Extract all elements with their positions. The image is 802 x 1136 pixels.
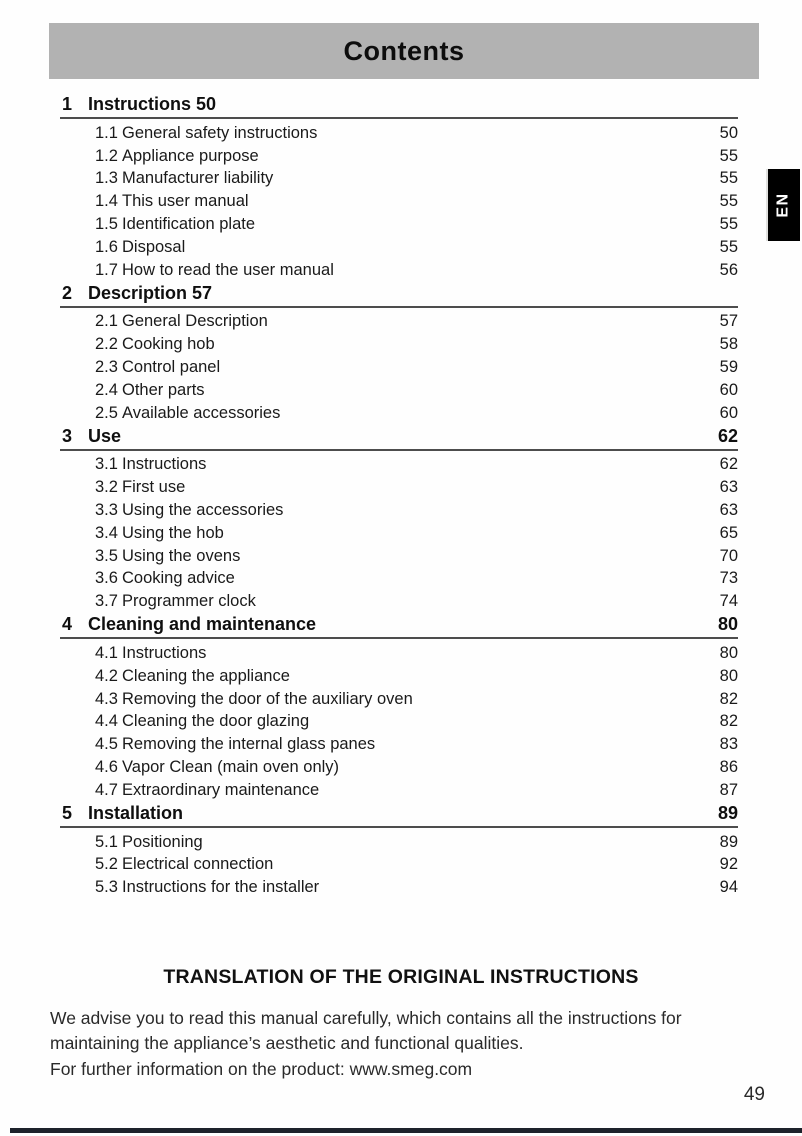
toc-item-page: 80	[719, 666, 738, 685]
toc-item-number: 1.5	[95, 215, 118, 234]
toc-item-page: 92	[719, 855, 738, 874]
toc-item-title: Using the accessories	[122, 501, 284, 520]
toc-item-number: 1.2	[95, 146, 118, 165]
toc-item-page: 83	[719, 735, 738, 754]
toc-item-page: 57	[719, 312, 738, 331]
contents-header-band	[49, 23, 759, 79]
toc-item-title: Vapor Clean (main oven only)	[122, 758, 340, 777]
toc-item-number: 4.5	[95, 735, 118, 754]
toc-item-row	[60, 522, 738, 545]
footer-paragraph-website: For further information on the product: www.smeg.com	[50, 1059, 473, 1079]
language-tab	[766, 169, 800, 241]
toc-item-page: 62	[719, 455, 738, 474]
toc-item-number: 1.4	[95, 192, 118, 211]
toc-item-row	[60, 454, 738, 477]
toc-item-title: Using the hob	[122, 523, 224, 542]
toc-item-page: 63	[719, 501, 738, 520]
toc-item-row	[60, 356, 738, 379]
toc-section-row	[60, 425, 738, 447]
toc-section-header	[60, 425, 738, 451]
toc-item-page: 73	[719, 569, 738, 588]
toc-section-number: 1	[62, 94, 73, 114]
toc-item-page: 89	[719, 832, 738, 851]
toc-item-row	[60, 476, 738, 499]
toc-item-number: 2.2	[95, 335, 118, 354]
toc-item-number: 5.1	[95, 832, 118, 851]
toc-item-number: 4.7	[95, 780, 118, 799]
toc-item-page: 50	[719, 123, 738, 142]
toc-section-header	[60, 613, 738, 639]
toc-item-page: 55	[719, 169, 738, 188]
toc-item-number: 5.3	[95, 878, 118, 897]
toc-item-row	[60, 213, 738, 236]
language-tab-label: EN	[774, 192, 792, 218]
toc-item-page: 59	[719, 358, 738, 377]
toc-item-title: How to read the user manual	[122, 260, 334, 279]
toc-item-row	[60, 665, 738, 688]
toc-item-title: Positioning	[122, 832, 203, 851]
toc-section-number: 3	[62, 425, 73, 446]
footer-heading: TRANSLATION OF THE ORIGINAL INSTRUCTIONS	[163, 966, 639, 988]
toc-section-page: 62	[717, 425, 738, 446]
toc-item-row	[60, 145, 738, 168]
toc-item-row	[60, 499, 738, 522]
toc-item-number: 1.1	[95, 123, 118, 142]
toc-item-page: 70	[719, 546, 738, 565]
toc-item-title: General Description	[122, 312, 268, 331]
toc-item-title: Instructions for the installer	[122, 878, 320, 897]
toc-item-page: 60	[719, 403, 738, 422]
toc-item-page: 55	[719, 215, 738, 234]
toc-item-title: Cooking hob	[122, 335, 215, 354]
toc-item-title: Using the ovens	[122, 546, 241, 565]
toc-item-row	[60, 590, 738, 613]
toc-item-row	[60, 379, 738, 402]
toc-item-row	[60, 545, 738, 568]
toc-item-row	[60, 402, 738, 425]
toc-section-page: 80	[717, 614, 738, 635]
toc-item-title: Cleaning the door glazing	[122, 712, 310, 731]
toc-item-number: 4.6	[95, 758, 118, 777]
toc-item-page: 65	[719, 523, 738, 542]
toc-item-row	[60, 333, 738, 356]
toc-item-page: 58	[719, 335, 738, 354]
footer-divider-bar	[10, 1128, 802, 1133]
toc-section-row	[60, 613, 738, 635]
toc-item-title: Appliance purpose	[122, 146, 259, 165]
toc-item-page: 74	[719, 592, 738, 611]
toc-item-number: 4.4	[95, 712, 118, 731]
toc-item-number: 2.3	[95, 358, 118, 377]
toc-item-page: 56	[719, 260, 738, 279]
toc-item-page: 82	[719, 689, 738, 708]
toc-item-row	[60, 756, 738, 779]
toc-section-title: Description 57	[88, 282, 213, 303]
toc-item-title: Instructions	[122, 644, 207, 663]
toc-section-title: Cleaning and maintenance	[88, 614, 317, 635]
toc-item-title: Other parts	[122, 380, 205, 399]
toc-item-row	[60, 642, 738, 665]
toc-item-title: Electrical connection	[122, 855, 274, 874]
toc-item-title: General safety instructions	[122, 123, 318, 142]
toc-section-row	[60, 802, 738, 824]
toc-item-row	[60, 831, 738, 854]
toc-item-title: Control panel	[122, 358, 221, 377]
toc-item-title: First use	[122, 478, 186, 497]
toc-item-title: Cooking advice	[122, 569, 235, 588]
toc-item-page: 55	[719, 192, 738, 211]
toc-item-page: 87	[719, 780, 738, 799]
toc-item-number: 1.3	[95, 169, 118, 188]
toc-item-row	[60, 779, 738, 802]
toc-section-number: 4	[62, 614, 73, 635]
toc-section-title: Instructions 50	[88, 94, 217, 114]
toc-item-page: 60	[719, 380, 738, 399]
toc-item-page: 86	[719, 758, 738, 777]
toc-item-number: 3.7	[95, 592, 118, 611]
toc-item-number: 5.2	[95, 855, 118, 874]
toc-item-row	[60, 259, 738, 282]
toc-item-number: 4.3	[95, 689, 118, 708]
toc-item-title: Removing the internal glass panes	[122, 735, 376, 754]
toc-item-row	[60, 311, 738, 334]
toc-item-number: 3.1	[95, 455, 118, 474]
toc-item-title: Instructions	[122, 455, 207, 474]
toc-item-title: Removing the door of the auxiliary oven	[122, 689, 413, 708]
toc-item-row	[60, 854, 738, 877]
page-title: Contents	[343, 35, 465, 66]
toc-item-row	[60, 168, 738, 191]
footer-paragraph-advice: We advise you to read this manual carefully, which contains all the instructions for maintaining the appliance’s aesthetic and functional qualities.	[50, 1008, 682, 1053]
toc-section-title: Installation	[88, 802, 184, 823]
toc-item-title: Disposal	[122, 237, 186, 256]
toc-item-page: 94	[719, 878, 738, 897]
toc-item-page: 80	[719, 644, 738, 663]
toc-section-number: 5	[62, 802, 73, 823]
toc-item-number: 2.4	[95, 380, 118, 399]
toc-item-number: 1.7	[95, 260, 118, 279]
table-of-contents	[60, 93, 738, 899]
toc-item-title: Cleaning the appliance	[122, 666, 290, 685]
toc-section-page: 89	[717, 802, 738, 823]
toc-item-page: 55	[719, 237, 738, 256]
toc-item-number: 2.1	[95, 312, 118, 331]
toc-section-row	[60, 93, 738, 115]
toc-item-row	[60, 236, 738, 259]
toc-section-header	[60, 802, 738, 828]
toc-item-number: 1.6	[95, 237, 118, 256]
page-number: 49	[743, 1084, 765, 1105]
toc-item-title: This user manual	[122, 192, 249, 211]
toc-item-title: Extraordinary maintenance	[122, 780, 320, 799]
toc-item-number: 3.4	[95, 523, 118, 542]
toc-section-row	[60, 282, 738, 304]
toc-item-row	[60, 568, 738, 591]
toc-item-number: 3.6	[95, 569, 118, 588]
toc-item-page: 82	[719, 712, 738, 731]
toc-item-number: 4.2	[95, 666, 118, 685]
toc-item-row	[60, 711, 738, 734]
toc-section-header	[60, 282, 738, 308]
toc-item-page: 63	[719, 478, 738, 497]
toc-item-row	[60, 122, 738, 145]
toc-item-title: Manufacturer liability	[122, 169, 274, 188]
toc-item-page: 55	[719, 146, 738, 165]
toc-item-row	[60, 876, 738, 899]
toc-item-number: 3.3	[95, 501, 118, 520]
toc-item-title: Programmer clock	[122, 592, 256, 611]
toc-item-title: Identification plate	[122, 215, 256, 234]
toc-section-header	[60, 93, 738, 119]
toc-item-row	[60, 688, 738, 711]
toc-item-number: 4.1	[95, 644, 118, 663]
toc-item-row	[60, 190, 738, 213]
toc-item-title: Available accessories	[122, 403, 281, 422]
toc-section-title: Use	[88, 425, 122, 446]
toc-section-number: 2	[62, 282, 73, 303]
toc-item-row	[60, 733, 738, 756]
toc-item-number: 3.2	[95, 478, 118, 497]
toc-item-number: 3.5	[95, 546, 118, 565]
toc-item-number: 2.5	[95, 403, 118, 422]
